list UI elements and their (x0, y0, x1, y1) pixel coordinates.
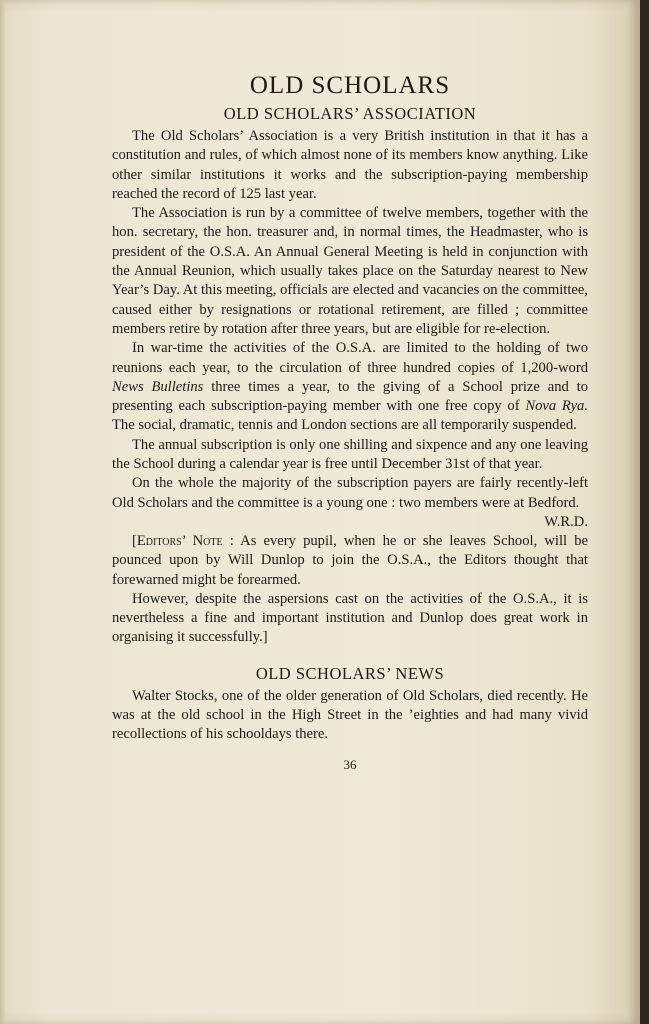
page-number: 36 (343, 756, 357, 772)
editors-note-text: As every pupil, when he or she leaves School, will be pounced upon by Will Dunlop to join the O.S.A., the Editors thought that forewarned might be forearmed. (112, 532, 588, 588)
author-signature: W.R.D. (544, 513, 588, 530)
editors-note (112, 532, 588, 590)
page-spine-shadow (0, 0, 6, 1024)
paragraph-3-part-a: In war-time the activities of the O.S.A. are limited to the holding of two reunions each year, to the circulation of three hundred copies of 1,200-word (112, 340, 588, 376)
paragraph-4: The annual subscription is only one shilling and sixpence and any one leaving the School during a calendar year is free until December 31st of that year. (112, 436, 588, 473)
paragraph-7: Walter Stocks, one of the older generation of Old Scholars, died recently. He was at the old school in the High Street in the ’eighties and had many vivid recollections of his schooldays there. (112, 687, 588, 743)
paragraph-3-part-b: three times a year, to the giving of a School prize and to presenting each subscription-paying member with one free copy of (112, 378, 588, 415)
section-heading-association: OLD SCHOLARS’ ASSOCIATION (223, 104, 477, 123)
page-text (112, 72, 588, 773)
section-heading-news: OLD SCHOLARS’ NEWS (255, 663, 445, 683)
nova-rya-title: Nova Rya. (525, 398, 589, 415)
editors-note-label: [Editors’ Note : (132, 532, 234, 549)
page-title: OLD SCHOLARS (249, 72, 451, 99)
paragraph-3 (112, 339, 588, 435)
paragraph-3-part-c: The social, dramatic, tennis and London sections are all temporarily suspended. (112, 417, 577, 434)
paragraph-1: The Old Scholars’ Association is a very British institution in that it has a constitution and rules, of which almost none of its members know anything. Like other similar institutions it works and the subscription-paying membership reached the record of 125 last year. (112, 128, 588, 202)
paragraph-6: However, despite the aspersions cast on the activities of the O.S.A., it is nevertheless a fine and important institution and Dunlop does great work in organising it successfully.] (112, 590, 588, 646)
news-bulletins-title: News Bulletins (112, 378, 204, 395)
paragraph-2: The Association is run by a committee of twelve members, together with the hon. secretary, the hon. treasurer and, in normal times, the Headmaster, who is president of the O.S.A. An Annual General Meeting is held in conjunction with the Annual Reunion, which usually takes place on the Saturday nearest to New Year’s Day. At this meeting, officials are elected and vacancies on the committee, caused either by resignations or rotational retirement, are filled ; committee members retire by rotation after three years, but are eligible for re-election. (112, 205, 588, 337)
paragraph-5: On the whole the majority of the subscription payers are fairly recently-left Old Scholars and the committee is a young one : two members were at Bedford. (112, 475, 588, 511)
